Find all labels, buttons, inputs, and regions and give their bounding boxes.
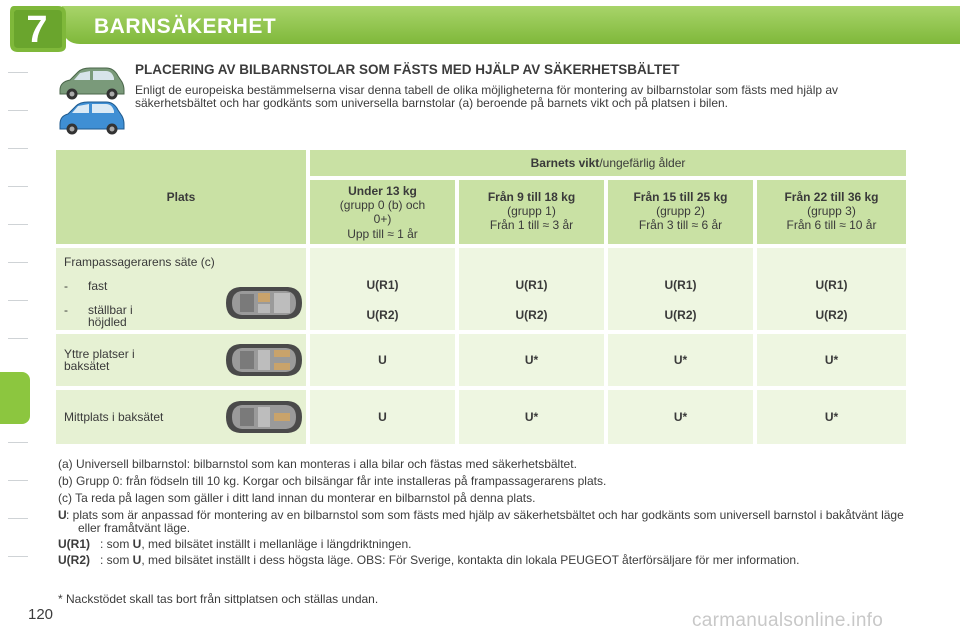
column-title: Från 9 till 18 kg <box>487 190 576 204</box>
car-seat-middle-icon <box>222 398 304 436</box>
cell-value: U(R2) <box>515 308 548 322</box>
table-row-outer-label <box>56 334 306 386</box>
watermark: carmanualsonline.info <box>692 610 884 631</box>
weight-header-rest: /ungefärlig ålder <box>599 156 686 170</box>
section-title: PLACERING AV BILBARNSTOLAR SOM FÄSTS MED HJÄLP AV SÄKERHETSBÄLTET <box>135 62 680 77</box>
note-ur1-tag: U(R1) <box>58 537 90 551</box>
column-group: (grupp 0 (b) och 0+) <box>339 198 426 226</box>
note-a: (a) Universell bilbarnstol: bilbarnstol som kan monteras i alla bilar och fästas med säkerhetsbältet. <box>58 457 577 471</box>
note-ur1 <box>58 538 904 551</box>
chapter-title: BARNSÄKERHET <box>94 15 277 38</box>
table-cell <box>310 390 455 444</box>
tab-divider <box>8 480 28 481</box>
column-age: Från 3 till ≈ 6 år <box>638 218 723 232</box>
tab-divider <box>8 556 28 557</box>
column-age: Från 1 till ≈ 3 år <box>489 218 574 232</box>
row-label: Mittplats i baksätet <box>64 410 164 424</box>
cell-value: U <box>378 410 387 424</box>
cell-value: U(R1) <box>815 278 848 292</box>
cell-value: U(R1) <box>366 278 399 292</box>
tab-divider <box>8 300 28 301</box>
note-u-text: : plats som är anpassad för montering av en bilbarnstol som som fästs med hjälp av säkerhetsbältet och har godkänts som universell barnstol i bakåtvänt läge eller framåtvänt läge. <box>66 508 904 535</box>
note-ur1-pre: : som <box>100 537 133 551</box>
page-number: 120 <box>28 606 54 623</box>
tab-divider <box>8 338 28 339</box>
column-header <box>459 180 604 244</box>
car-blue-icon <box>60 102 124 135</box>
car-icons <box>56 64 126 136</box>
chapter-tab-active[interactable] <box>0 372 30 424</box>
cell-value: U(R2) <box>366 308 399 322</box>
table-cell <box>459 390 604 444</box>
car-seat-outer-icon <box>222 341 304 379</box>
note-b: (b) Grupp 0: från födseln till 10 kg. Korgar och bilsängar får inte installeras på frampassagerarens plats. <box>58 474 607 488</box>
cell-value: U* <box>524 353 539 367</box>
table-cell <box>310 248 455 330</box>
cell-value: U* <box>524 410 539 424</box>
note-c: (c) Ta reda på lagen som gäller i ditt land innan du monterar en bilbarnstol på denna plats. <box>58 491 536 505</box>
table-header-weight <box>310 150 906 176</box>
column-age: Upp till ≈ 1 år <box>347 227 418 241</box>
table-cell <box>459 248 604 330</box>
child-seat-table <box>56 150 906 444</box>
cell-value: U* <box>824 353 839 367</box>
note-ur1-text: , med bilsätet inställt i mellanläge i längdriktningen. <box>141 537 412 551</box>
intro-paragraph: Enligt de europeiska bestämmelserna visar denna tabell de olika möjligheterna för montering av bilbarnstolar som fästs med hjälp av säkerhetsbältet och har godkänts som universella barnstolar (a) beroende på barnets vikt och på platsen i bilen. <box>135 83 839 110</box>
car-seat-front-icon <box>222 284 304 322</box>
column-age: Från 6 till ≈ 10 år <box>786 218 877 232</box>
note-ur1-u: U <box>132 537 142 551</box>
note-ur2-tag: U(R2) <box>58 553 90 567</box>
note-ur2-u: U <box>132 553 142 567</box>
row-label: Yttre platser i baksätet <box>64 347 135 373</box>
cell-value: U(R2) <box>815 308 848 322</box>
row-sub-dash: - <box>64 303 68 317</box>
column-group: (grupp 1) <box>507 204 556 218</box>
chapter-number: 7 <box>26 9 48 51</box>
column-header <box>310 180 455 244</box>
cell-value: U(R1) <box>664 278 697 292</box>
weight-header-bold: Barnets vikt <box>530 156 600 170</box>
tab-divider <box>8 518 28 519</box>
plats-label: Plats <box>166 190 196 204</box>
cell-value: U(R2) <box>664 308 697 322</box>
tab-divider <box>8 148 28 149</box>
cell-value: U* <box>673 353 688 367</box>
tab-divider <box>8 224 28 225</box>
notes <box>58 458 904 571</box>
table-cell <box>608 334 753 386</box>
car-green-icon <box>60 68 124 100</box>
table-cell <box>757 334 906 386</box>
tab-divider <box>8 110 28 111</box>
table-row-front-label <box>56 248 306 330</box>
tab-divider <box>8 442 28 443</box>
tab-divider <box>8 72 28 73</box>
note-u-tag: U <box>58 508 67 522</box>
tab-divider <box>8 262 28 263</box>
row-sub-label: ställbar i höjdled <box>88 303 133 329</box>
column-header <box>757 180 906 244</box>
column-header <box>608 180 753 244</box>
column-title: Från 15 till 25 kg <box>633 190 728 204</box>
note-u <box>58 509 904 535</box>
table-cell <box>608 248 753 330</box>
table-cell <box>459 334 604 386</box>
row-sub-label: fast <box>88 279 108 293</box>
cell-value: U* <box>673 410 688 424</box>
cell-value: U(R1) <box>515 278 548 292</box>
column-group: (grupp 3) <box>807 204 856 218</box>
row-label: Frampassagerarens säte (c) <box>64 255 215 269</box>
cell-value: U* <box>824 410 839 424</box>
table-header-plats <box>56 150 306 244</box>
column-title: Från 22 till 36 kg <box>784 190 879 204</box>
footnote: * Nackstödet skall tas bort från sittplatsen och ställas undan. <box>58 592 379 606</box>
table-row-middle-label <box>56 390 306 444</box>
note-ur2-pre: : som <box>100 553 133 567</box>
row-sub-dash: - <box>64 279 68 293</box>
cell-value: U <box>378 353 387 367</box>
column-title: Under 13 kg <box>348 184 417 198</box>
table-cell <box>757 390 906 444</box>
table-cell <box>310 334 455 386</box>
table-cell <box>608 390 753 444</box>
column-group: (grupp 2) <box>656 204 705 218</box>
note-ur2 <box>58 554 904 567</box>
chapter-tab-strip <box>0 62 30 582</box>
table-cell <box>757 248 906 330</box>
tab-divider <box>8 186 28 187</box>
note-ur2-text: , med bilsätet inställt i dess högsta läge. OBS: För Sverige, kontakta din lokala PEUGEOT återförsäljare för mer information. <box>141 553 800 567</box>
